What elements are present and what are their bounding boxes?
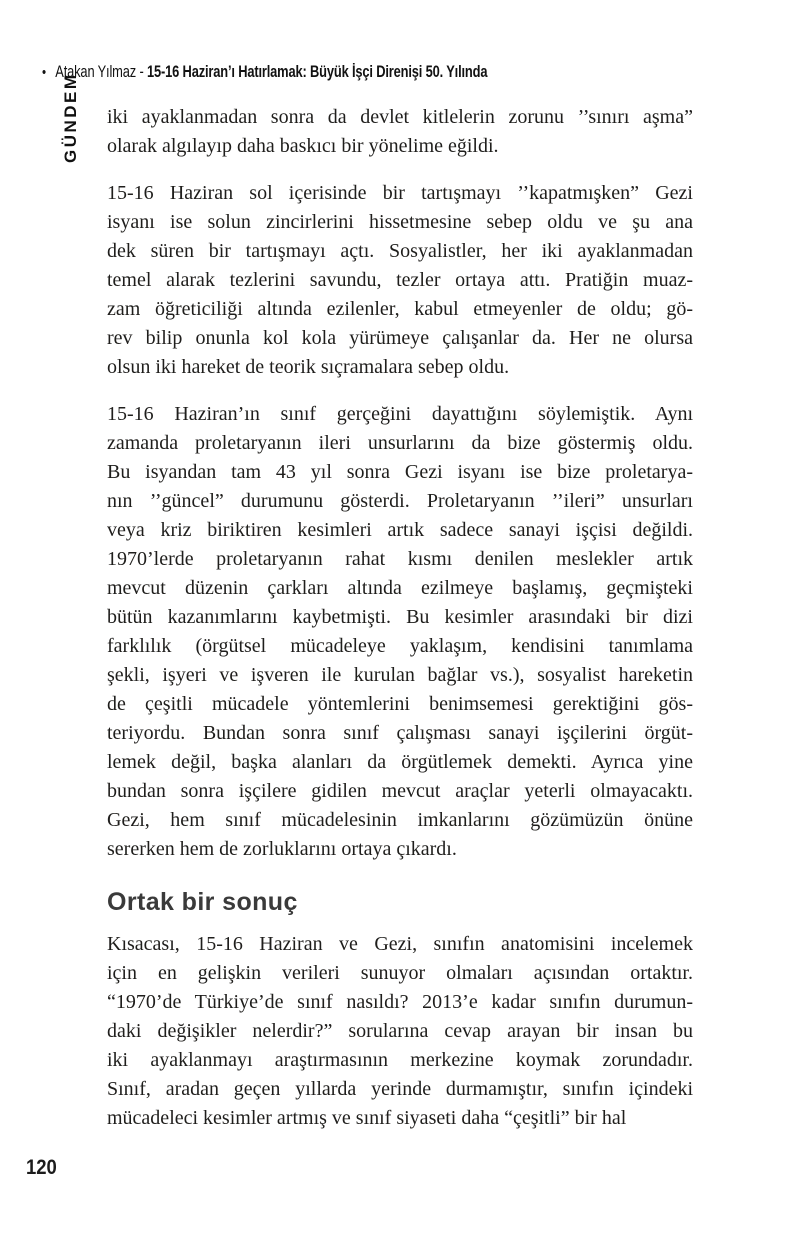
text-line: Sınıf, aradan geçen yıllarda yerinde durmamıştır, sınıfın içindeki: [107, 1078, 693, 1100]
text-line: 1970’lerde proletaryanın rahat kısmı denilen meslekler artık: [107, 548, 693, 570]
text-line: iki ayaklanmadan sonra da devlet kitlelerin zorunu ’’sınırı aşma”: [107, 106, 693, 128]
paragraph: [107, 930, 693, 1133]
text-line: de çeşitli mücadele yöntemlerini benimsemesi gerektiğini gös-: [107, 693, 693, 715]
text-line: Gezi, hem sınıf mücadelesinin imkanlarını gözümüzün önüne: [107, 809, 693, 831]
section-heading: Ortak bir sonuç: [107, 888, 298, 916]
paragraph: [107, 400, 693, 864]
text-line: teriyordu. Bundan sonra sınıf çalışması sanayi işçilerini örgüt-: [107, 722, 693, 744]
text-line: nın ’’güncel” durumunu gösterdi. Proletaryanın ’’ileri” unsurları: [107, 490, 693, 512]
text-line: sererken hem de zorluklarını ortaya çıkardı.: [107, 838, 457, 860]
text-line: şekli, işyeri ve işveren ile kurulan bağlar vs.), sosyalist hareketin: [107, 664, 693, 686]
text-line: 15-16 Haziran sol içerisinde bir tartışmayı ’’kapatmışken” Gezi: [107, 182, 693, 204]
bullet-icon: •: [42, 64, 46, 81]
running-header: [42, 63, 487, 82]
text-line: Bu isyandan tam 43 yıl sonra Gezi isyanı ise bize proletarya-: [107, 461, 693, 483]
text-line: dek süren bir tartışmayı açtı. Sosyalistler, her iki ayaklanmadan: [107, 240, 693, 262]
text-line: mücadeleci kesimler artmış ve sınıf siyaseti daha “çeşitli” bir hal: [107, 1107, 627, 1129]
text-line: veya kriz biriktiren kesimleri artık sadece sanayi işçisi değildi.: [107, 519, 693, 541]
text-line: için en gelişkin verileri sunuyor olmaları açısından ortaktır.: [107, 962, 693, 984]
text-line: iki ayaklanmayı araştırmasının merkezine koymak zorundadır.: [107, 1049, 693, 1071]
text-line: bundan sonra işçilere gidilen mevcut araçlar yeterli olmayacaktı.: [107, 780, 693, 802]
text-line: Kısacası, 15-16 Haziran ve Gezi, sınıfın anatomisini incelemek: [107, 933, 693, 955]
section-margin-label: GÜNDEM: [61, 72, 80, 163]
text-line: “1970’de Türkiye’de sınıf nasıldı? 2013’e kadar sınıfın durumun-: [107, 991, 693, 1013]
text-line: rev bilip onunla kol kola yürümeye çalışanlar da. Her ne olursa: [107, 327, 693, 349]
text-line: farklılık (örgütsel mücadeleye yaklaşım, kendisini tanımlama: [107, 635, 693, 657]
text-line: 15-16 Haziran’ın sınıf gerçeğini dayattığını söylemiştik. Aynı: [107, 403, 693, 425]
text-line: temel alarak tezlerini savundu, tezler ortaya attı. Pratiğin muaz-: [107, 269, 693, 291]
paragraph: [107, 179, 693, 382]
text-line: daki değişikler nelerdir?” sorularına cevap arayan bir insan bu: [107, 1020, 693, 1042]
header-author: Atakan Yılmaz -: [55, 63, 147, 81]
text-line: olarak algılayıp daha baskıcı bir yönelime eğildi.: [107, 135, 499, 157]
text-line: lemek değil, başka alanları da örgütlemek demekti. Ayrıca yine: [107, 751, 693, 773]
text-line: zamanda proletaryanın ileri unsurlarını da bize göstermiş oldu.: [107, 432, 693, 454]
header-title: 15-16 Haziran’ı Hatırlamak: Büyük İşçi Direnişi 50. Yılında: [146, 63, 488, 81]
text-line: isyanı ise solun zincirlerini hissetmesine sebep oldu ve şu ana: [107, 211, 693, 233]
page-number: 120: [26, 1156, 57, 1179]
text-line: zam öğreticiliği altında ezilenler, kabul etmeyenler de oldu; gö-: [107, 298, 693, 320]
text-line: mevcut düzenin çarkları altında ezilmeye başlamış, geçmişteki: [107, 577, 693, 599]
article-body: [107, 103, 693, 1151]
text-line: bütün kazanımlarını kaybetmişti. Bu kesimler arasındaki bir dizi: [107, 606, 693, 628]
text-line: olsun iki hareket de teorik sıçramalara sebep oldu.: [107, 356, 510, 378]
paragraph: [107, 103, 693, 161]
